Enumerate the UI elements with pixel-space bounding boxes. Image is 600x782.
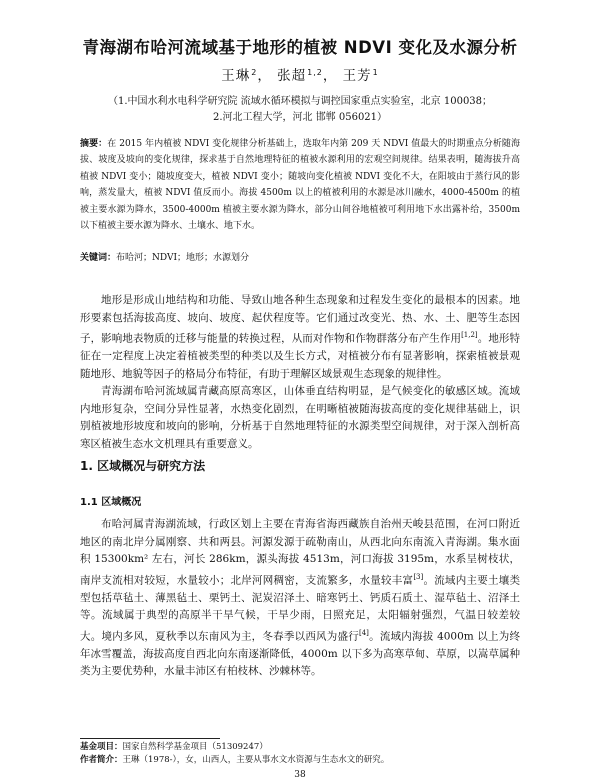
footnote-text: 国家自然科学基金项目（51309247） [122,742,268,752]
citation: [3] [413,572,424,581]
region-section [80,516,520,681]
region-paragraph [80,516,520,681]
keywords-label: 关键词： [80,253,117,263]
author-affil-mark: 2 [251,67,258,77]
intro-paragraph: 青海湖布哈河流域属青藏高原高寒区，山体垂直结构明显，是气候变化的敏感区域。流域内地形复杂，空间分异性显著，水热变化剧烈，在明晰植被随海拔高度的变化规律基础上，识别植被地形坡度和坡向的影响，分析基于自然地理特征的水源类型空间规律，对于深入剖析高寒区植被生态水文机理具有重要意义。 [80,385,520,450]
keywords [80,250,520,263]
author-affil-mark: 1 [372,67,379,77]
footnote-funding [80,741,520,753]
region-text: 。流域内主要土壤类型包括草毡土、薄黑毡土、栗钙土、泥炭沼泽土、暗寒钙土、钙质石质土、湿草毡土、沼泽土等。流域属于典型的高原半干旱气候，干旱少雨，日照充足，太阳辐射强烈，气温日较差较大。境内多风，夏秋季以东南风为主，冬春季以西风为盛行 [80,574,521,642]
author-affil-mark: 1,2 [307,67,323,77]
intro-text: 地形特征在一定程度上决定着植被类型的种类以及生长方式，对植被分布有显著影响，探索植被景观随地形、地貌等因子的格局分布特征，有助于理解区域景观生态现象的规律性。 [80,332,521,380]
citation: [1,2] [461,331,478,339]
abstract-text: 在 2015 年内植被 NDVI 变化规律分析基础上，选取年内第 209 天 NDVI 值最大的时期重点分析随海拔、坡度及坡向的变化规律，探求基于自然地理特征的植被水源利用的宏观空间规律。结果表明，随海拔升高植被 NDVI 变小；随坡度变大，植被 NDVI 变小；随坡向变化植被 NDVI 变化不大，在阳坡由于蒸行风的影响，蒸发量大，植被 NDVI 值反而小。海拔 4500m 以上的植被利用的水源是冰川融水，4000-4500m 的植被主要水源为降水，3500-4000m 植被主要水源为降水，部分山间谷地植被可利用地下水出露补给，3500m 以下植被主要水源为降水、土壤水、地下水。 [80,139,520,232]
introduction [80,292,520,453]
paper-title: 青海湖布哈河流域基于地形的植被 NDVI 变化及水源分析 [82,38,518,57]
author-list: 王琳$^2$， 张超$^{1,2}$， 王芳$^1$ [221,67,379,84]
author-name: 王芳 [342,68,372,84]
region-text: 。流域内海拔 4000m 以上为终年冰雪覆盖，海拔高度自西北向东南逐渐降低，4000m 以下多为高寒草甸、草原，以嵩草属种类为主要优势种，水量丰沛区有柏枝林、沙棘林等。 [80,630,520,677]
author-name: 王琳 [221,68,251,84]
citation: [4] [358,628,369,637]
footnote-label: 基金项目： [80,742,123,752]
affiliation-line: 2.河北工程大学，河北 邯郸 056021） [212,112,388,123]
subsection-heading: 1.1 区域概况 [80,497,142,508]
author-name: 张超 [277,68,307,84]
region-text: 布哈河属青海湖流域，行政区划上主要在青海省海西藏族自治州天峻县范围，在河口附近地区的南北岸分属刚察、共和两县。河源发源于疏勒南山，从西北向东南流入青海湖。集水面积 15300km² 左右，河长 286km，源头海拔 4513m，河口海拔 3195m，水系呈树枝状，南岸支流相对较短，水量较小；北岸河网稠密，支流繁多，水量较丰富 [80,518,520,586]
keywords-text: 布哈河；NDVI；地形；水源划分 [116,253,250,263]
abstract [80,136,520,234]
intro-paragraph: 地形是形成山地结构和功能、导致山地各种生态现象和过程发生变化的最根本的因素。地形要素包括海拔高度、坡向、坡度、起伏程度等。它们通过改变光、热、水、土、肥等生态因子，影响地表物质的迁移与能量的转换过程，从而对作物和作物群落分布产生作用[1,2]。地形特征在一定程度上决定着植被类型的种类以及生长方式，对植被分布有显著影响，探索植被景观随地形、地貌等因子的格局分布特征，有助于理解区域景观生态现象的规律性。 [80,294,521,380]
footnote-label: 作者简介： [80,755,123,765]
affiliation-line: （1.中国水利水电科学研究院 流域水循环模拟与调控国家重点实验室，北京 100038； [107,96,493,107]
footnote-text: 王琳（1978-），女，山西人，主要从事水文水资源与生态水文的研究。 [122,755,390,765]
abstract-label: 摘要： [80,139,108,149]
footnote-author [80,754,520,766]
intro-text: 地形是形成山地结构和功能、导致山地各种生态现象和过程发生变化的最根本的因素。地形要素包括海拔高度、坡向、坡度、起伏程度等。它们通过改变光、热、水、土、肥等生态因子，影响地表物质的迁移与能量的转换过程，从而对作物和作物群落分布产生作用 [80,294,520,345]
page-number: 38 [294,770,306,780]
section-heading: 1. 区域概况与研究方法 [80,459,206,473]
footnote-divider [80,738,220,739]
